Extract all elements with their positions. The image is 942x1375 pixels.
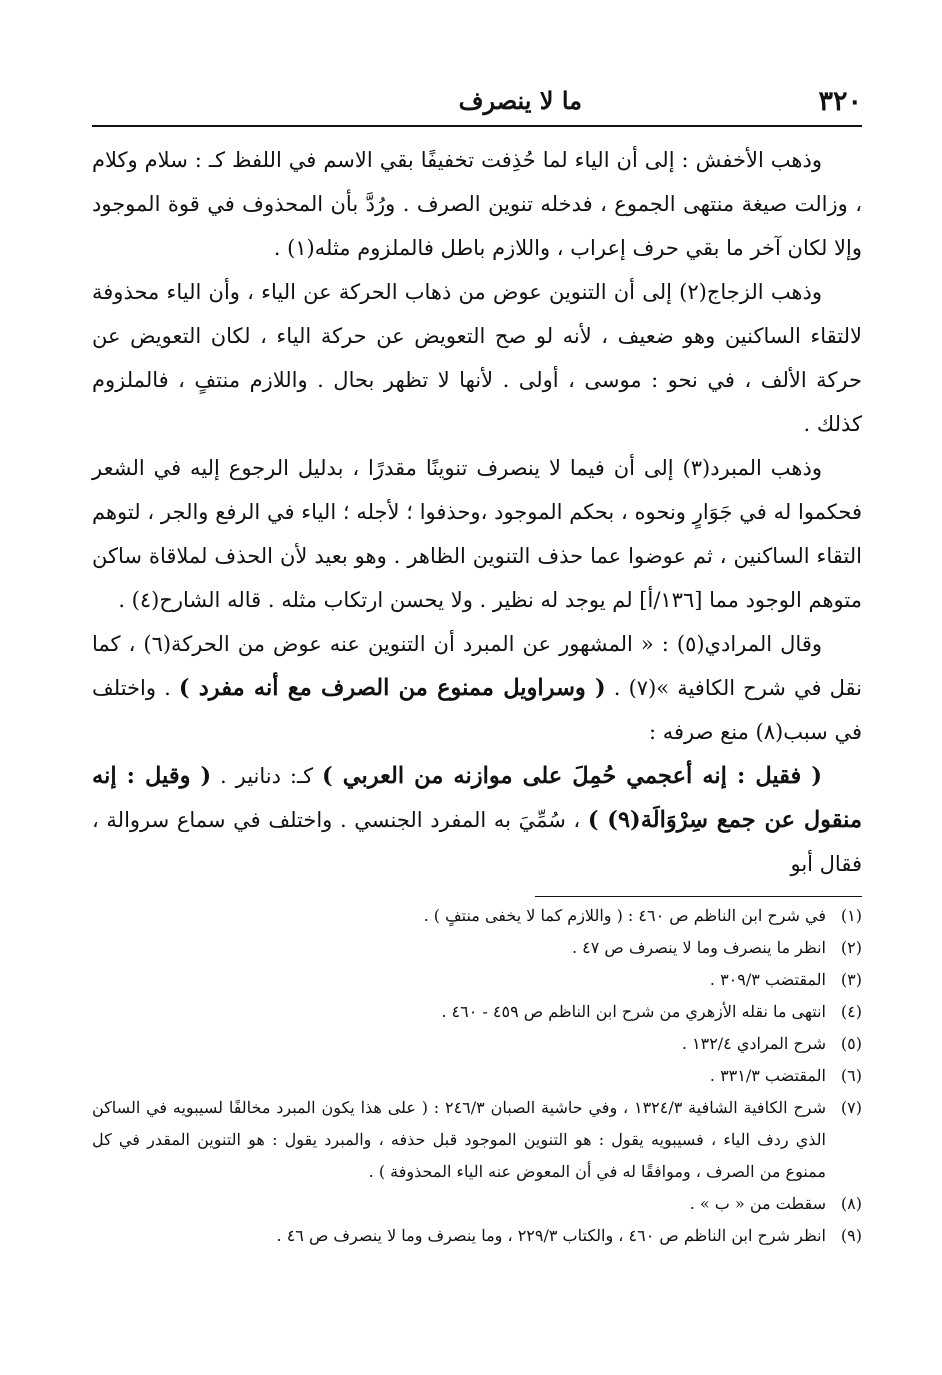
footnote <box>92 996 862 1028</box>
footnote-number: (٥) <box>840 1034 862 1053</box>
footnote-text: شرح المرادي ١٣٢/٤ . <box>681 1034 826 1053</box>
footnote-text: انظر شرح ابن الناظم ص ٤٦٠ ، والكتاب ٢٢٩/٣ ، وما ينصرف وما لا ينصرف ص ٤٦ . <box>276 1226 826 1245</box>
footnote <box>92 1188 862 1220</box>
matn-text: ( فقيل : إنه أعجمي حُمِلَ على موازنه من العربي ) <box>322 763 822 789</box>
footnote-number: (٩) <box>840 1226 862 1245</box>
paragraph-akhfash: وذهب الأخفش : إلى أن الياء لما حُذِفت تخفيفًا بقي الاسم في اللفظ كـ : سلام وكلام ، وزالت صيغة منتهى الجموع ، فدخله تنوين الصرف . ورُدَّ بأن المحذوف في قوة الموجود وإلا لكان آخر ما بقي حرف إعراب ، واللازم باطل فالملزوم مثله(١) . <box>92 148 862 260</box>
footnote-text: شرح الكافية الشافية ١٣٢٤/٣ ، وفي حاشية الصبان ٢٤٦/٣ : ( على هذا يكون المبرد مخالفًا لسيبويه في الساكن الذي ردف الياء ، فسيبويه يقول : هو التنوين الموجود قبل حذفه ، والمبرد يقول : هو التنوين المقدر في كل ممنوع من الصرف ، وموافقًا له في أن المعوض عنه الياء المحذوفة ) . <box>92 1098 826 1181</box>
footnote-text: سقطت من « ب » . <box>689 1194 826 1213</box>
paragraph-zajjaj: وذهب الزجاج(٢) إلى أن التنوين عوض من ذهاب الحركة عن الياء ، وأن الياء محذوفة لالتقاء الساكنين وهو ضعيف ، لأنه لو صح التعويض عن حركة الياء ، لكان التعويض عن حركة الألف ، في نحو : موسى ، أولى . لأنها لا تظهر بحال . واللازم منتفٍ ، فالملزوم كذلك . <box>92 280 862 436</box>
footnote-text: المقتضب ٣٣١/٣ . <box>709 1066 826 1085</box>
footnote-separator <box>535 896 862 897</box>
footnote-text: المقتضب ٣٠٩/٣ . <box>709 970 826 989</box>
running-head: ما لا ينصرف <box>458 86 582 115</box>
paragraph-sarawil: ( فقيل : إنه أعجمي حُمِلَ على موازنه من العربي ) كـ: دنانير . ( وقيل : إنه منقول عن جمع سِرْوَالَة(٩) ) ، سُمِّيَ به المفرد الجنسي . واختلف في سماع سروالة ، فقال أبو <box>92 763 863 876</box>
footnote-number: (٤) <box>840 1002 862 1021</box>
footnote <box>92 964 862 996</box>
page-header <box>92 86 862 124</box>
footnote <box>92 900 862 932</box>
footnote <box>92 1220 862 1252</box>
paragraph-muradi: وقال المرادي(٥) : « المشهور عن المبرد أن التنوين عنه عوض من الحركة(٦) ، كما نقل في شرح الكافية »(٧) . ( وسراويل ممنوع من الصرف مع أنه مفرد ) . واختلف في سبب(٨) منع صرفه : <box>92 632 863 744</box>
footnote <box>92 932 862 964</box>
footnote-text: انظر ما ينصرف وما لا ينصرف ص ٤٧ . <box>571 938 826 957</box>
footnotes <box>92 900 862 1252</box>
matn-text: ( وسراويل ممنوع من الصرف مع أنه مفرد ) <box>178 675 606 701</box>
paragraph-mubarrad: وذهب المبرد(٣) إلى أن فيما لا ينصرف تنوينًا مقدرًا ، بدليل الرجوع إليه في الشعر فحكموا له في جَوَارٍ ونحوه ، بحكم الموجود ،وحذفوا ؛ لأجله ؛ الياء في الرفع والجر ، لتوهم التقاء الساكنين ، ثم عوضوا عما حذف التنوين الظاهر . وهو بعيد لأن الحذف لملاقاة ساكن متوهم الوجود مما [١٣٦/أ] لم يوجد له نظير . ولا يحسن ارتكاب مثله . قاله الشارح(٤) . <box>92 456 862 612</box>
footnote-number: (٦) <box>840 1066 862 1085</box>
matn-text: ( وقيل : إنه منقول عن جمع سِرْوَالَة(٩) ) <box>92 763 863 833</box>
header-rule <box>92 125 862 127</box>
footnote-number: (٢) <box>840 938 862 957</box>
page-number: ٣٢٠ <box>818 86 862 117</box>
footnote <box>92 1028 862 1060</box>
footnote <box>92 1060 862 1092</box>
footnote-number: (٧) <box>840 1098 862 1117</box>
footnote-number: (٨) <box>840 1194 862 1213</box>
footnote-text: انتهى ما نقله الأزهري من شرح ابن الناظم ص ٤٥٩ - ٤٦٠ . <box>441 1002 826 1021</box>
footnote-number: (١) <box>840 906 862 925</box>
footnote-text: في شرح ابن الناظم ص ٤٦٠ : ( واللازم كما لا يخفى منتفٍ ) . <box>423 906 826 925</box>
footnote <box>92 1092 862 1188</box>
body-text <box>92 138 862 886</box>
footnote-number: (٣) <box>840 970 862 989</box>
